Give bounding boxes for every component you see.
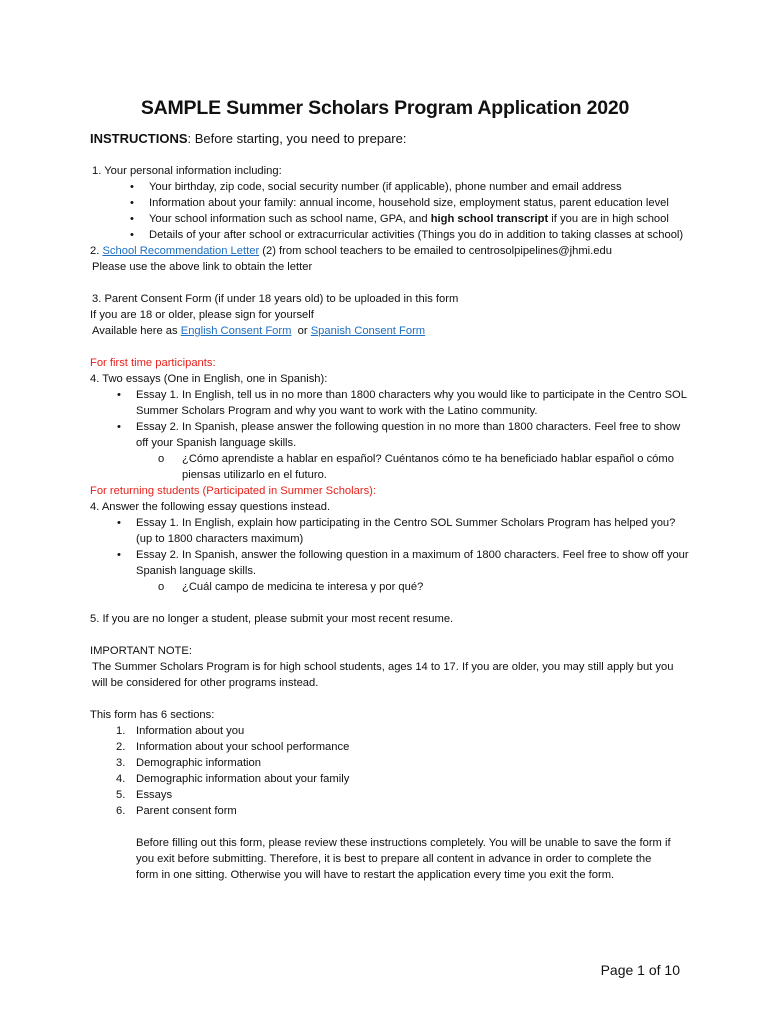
item2-line (90, 243, 690, 259)
available-text: Available here as (92, 325, 181, 337)
item1-bullet-transcript (149, 211, 690, 227)
school-recommendation-link[interactable]: School Recommendation Letter (102, 245, 260, 257)
bullet-marker: • (117, 549, 121, 561)
section-number: 6. (116, 805, 126, 817)
section-label: Demographic information about your family (136, 773, 350, 785)
important-label: IMPORTANT NOTE: (90, 645, 192, 657)
item1-bullet-2: Information about your family: annual income, household size, employment status, parent education level (149, 197, 669, 209)
item2-text: (2) from school teachers to be emailed to centrosolpipelines@jhmi.edu (259, 245, 612, 257)
instructions-text: : Before starting, you need to prepare: (187, 131, 407, 146)
section-label: Essays (136, 789, 173, 801)
list-item (90, 547, 690, 579)
item2-note: Please use the above link to obtain the letter (92, 261, 313, 273)
first-time-question: ¿Cómo aprendiste a hablar en español? Cuéntanos cómo te ha beneficiado hablar español o cómo piensas utilizarlo en el futuro. (182, 453, 674, 481)
list-item (90, 579, 690, 595)
returning-essay-2: Essay 2. In Spanish, answer the following question in a maximum of 1800 characters. Feel free to show off your Spanish language skills. (136, 549, 689, 577)
first-time-heading: 4. Two essays (One in English, one in Spanish): (90, 373, 328, 385)
spanish-consent-link[interactable]: Spanish Consent Form (310, 325, 426, 337)
item3-line1: 3. Parent Consent Form (if under 18 years old) to be uploaded in this form (92, 293, 459, 305)
instructions-heading (90, 130, 406, 148)
list-item (90, 803, 690, 819)
sections-intro: This form has 6 sections: (90, 709, 215, 721)
bullet-marker: • (117, 517, 121, 529)
list-item (90, 179, 690, 195)
bullet-marker: • (130, 213, 134, 225)
list-item (90, 787, 690, 803)
page-number: Page 1 of 10 (600, 962, 680, 978)
returning-label: For returning students (Participated in Summer Scholars): (90, 485, 377, 497)
bullet-marker: • (130, 181, 134, 193)
section-number: 5. (116, 789, 126, 801)
section-number: 4. (116, 773, 126, 785)
list-item (90, 211, 690, 227)
transcript-text-before: Your school information such as school name, GPA, and (149, 213, 431, 225)
list-item (90, 227, 690, 243)
list-item (90, 723, 690, 739)
returning-essay-1: Essay 1. In English, explain how participating in the Centro SOL Summer Scholars Program has helped you? (up to 1800 characters maximum) (136, 517, 676, 545)
list-item (90, 739, 690, 755)
list-item (90, 387, 690, 419)
first-time-essay-1: Essay 1. In English, tell us in no more than 1800 characters why you would like to participate in the Centro SOL Summer Scholars Program and why you want to work with the Latino community. (136, 389, 687, 417)
important-text: The Summer Scholars Program is for high school students, ages 14 to 17. If you are older, you may still apply but you will be considered for other programs instead. (92, 661, 674, 689)
sub-bullet-marker: o (158, 453, 165, 465)
closing-paragraph: Before filling out this form, please review these instructions completely. You will be unable to save the form if you exit before submitting. Therefore, it is best to prepare all content in advance in order to complete the form in one sitting. Otherwise you will have to restart the application every time you exit the form. (136, 837, 671, 881)
item1-bullet-3: Details of your after school or extracurricular activities (Things you do in addition to taking classes at school) (149, 229, 684, 241)
section-label: Information about your school performance (136, 741, 350, 753)
section-number: 1. (116, 725, 126, 737)
list-item (90, 515, 690, 547)
section-number: 3. (116, 757, 126, 769)
item1-heading: 1. Your personal information including: (92, 165, 282, 177)
transcript-text-after: if you are in high school (548, 213, 669, 225)
list-item (90, 451, 690, 483)
section-label: Demographic information (136, 757, 261, 769)
sub-bullet-marker: o (158, 581, 165, 593)
returning-question: ¿Cuál campo de medicina te interesa y por qué? (182, 581, 424, 593)
transcript-bold: high school transcript (430, 213, 549, 225)
list-item (90, 755, 690, 771)
item3-line2: If you are 18 or older, please sign for yourself (90, 309, 314, 321)
bullet-marker: • (117, 421, 121, 433)
first-time-label: For first time participants: (90, 357, 216, 369)
returning-heading: 4. Answer the following essay questions instead. (90, 501, 331, 513)
item3-available (90, 323, 690, 339)
bullet-marker: • (117, 389, 121, 401)
list-item (90, 419, 690, 451)
item1-bullet-1: Your birthday, zip code, social security number (if applicable), phone number and email address (149, 181, 622, 193)
section-label: Information about you (136, 725, 245, 737)
list-item (90, 771, 690, 787)
bullet-marker: • (130, 197, 134, 209)
english-consent-link[interactable]: English Consent Form (180, 325, 292, 337)
instructions-content (90, 163, 690, 883)
section-number: 2. (116, 741, 126, 753)
page-title: SAMPLE Summer Scholars Program Application 2020 (140, 97, 630, 119)
list-item (90, 195, 690, 211)
item2-prefix: 2. (90, 245, 103, 257)
item5-text: 5. If you are no longer a student, please submit your most recent resume. (90, 613, 454, 625)
section-label: Parent consent form (136, 805, 237, 817)
or-text: or (291, 325, 311, 337)
first-time-essay-2: Essay 2. In Spanish, please answer the following question in no more than 1800 characters. Feel free to show off your Spanish language skills. (136, 421, 681, 449)
instructions-label: INSTRUCTIONS (90, 131, 188, 146)
bullet-marker: • (130, 229, 134, 241)
